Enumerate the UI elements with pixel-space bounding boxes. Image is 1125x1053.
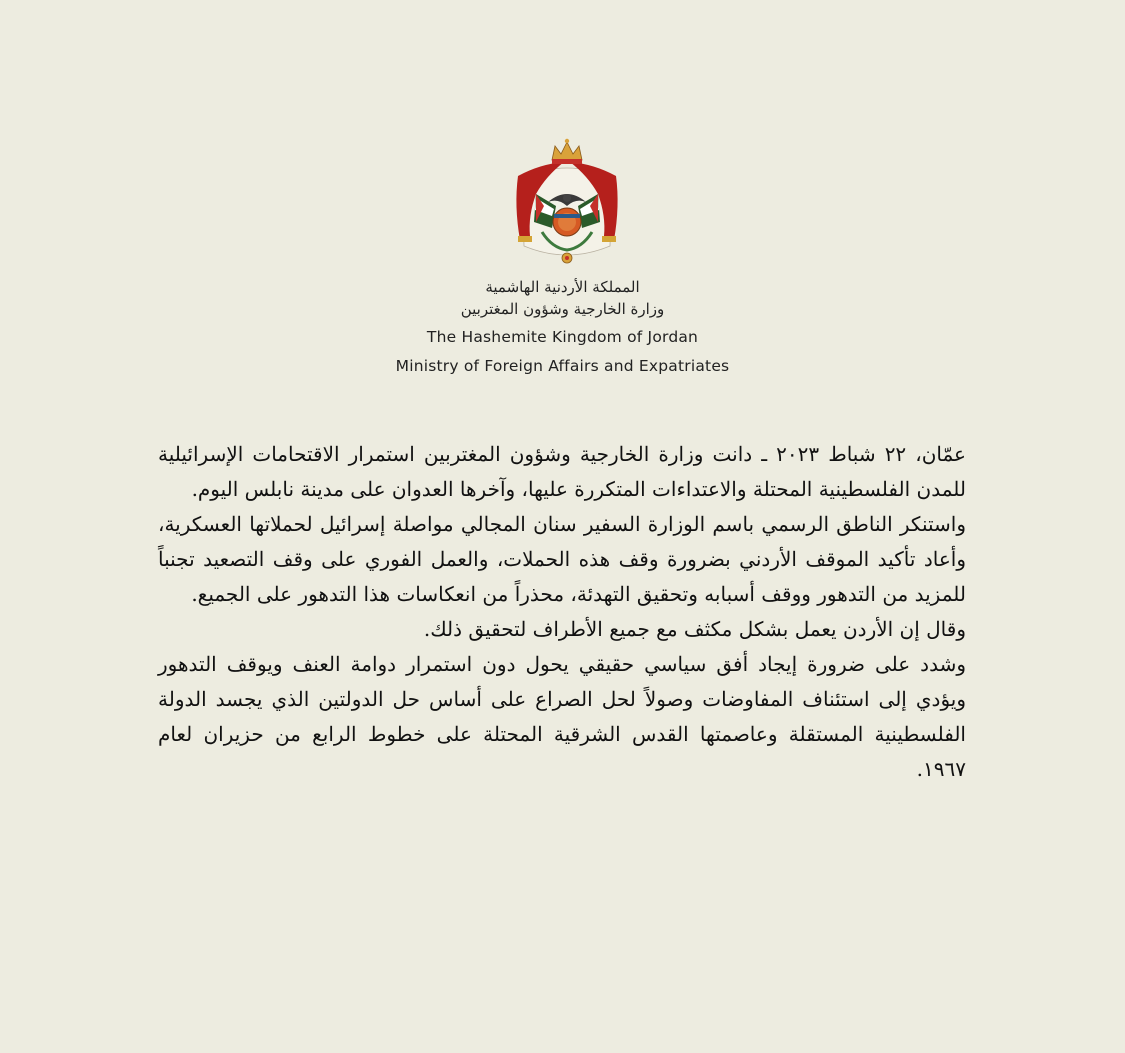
english-kingdom-name: The Hashemite Kingdom of Jordan (426, 328, 699, 346)
arabic-ministry-name: وزارة الخارجية وشؤون المغتربين (460, 300, 665, 318)
statement-paragraph: واستنكر الناطق الرسمي باسم الوزارة السفير سنان المجالي مواصلة إسرائيل لحملاتها العسكرية، وأعاد تأكيد الموقف الأردني بضرورة وقف هذه الحملات، والعمل الفوري على وقف التصعيد تجنباً للمزيد من التدهور ووقف أسبابه وتحقيق التهدئة، محذراً من انعكاسات هذا التدهور على الجميع. (158, 512, 966, 606)
statement-paragraph: عمّان، ٢٢ شباط ٢٠٢٣ ـ دانت وزارة الخارجية وشؤون المغتربين استمرار الاقتحامات الإسرائيلية للمدن الفلسطينية المحتلة والاعتداءات المتكررة عليها، وآخرها العدوان على مدينة نابلس اليوم. (158, 442, 966, 501)
statement-paragraph: وشدد على ضرورة إيجاد أفق سياسي حقيقي يحول دون استمرار دوامة العنف ويوقف التدهور ويؤدي إلى استئناف المفاوضات وصولاً لحل الصراع على أساس حل الدولتين الذي يجسد الدولة الفلسطينية المستقلة وعاصمتها القدس الشرقية المحتلة على خطوط الرابع من حزيران لعام ١٩٦٧. (158, 652, 967, 781)
arabic-kingdom-name: المملكة الأردنية الهاشمية (485, 278, 640, 296)
letterhead (300, 276, 825, 381)
english-ministry-name: Ministry of Foreign Affairs and Expatriates (395, 357, 730, 375)
coat-of-arms-emblem (512, 136, 622, 272)
press-statement (158, 437, 966, 787)
statement-paragraph: وقال إن الأردن يعمل بشكل مكثف مع جميع الأطراف لتحقيق ذلك. (423, 617, 966, 641)
